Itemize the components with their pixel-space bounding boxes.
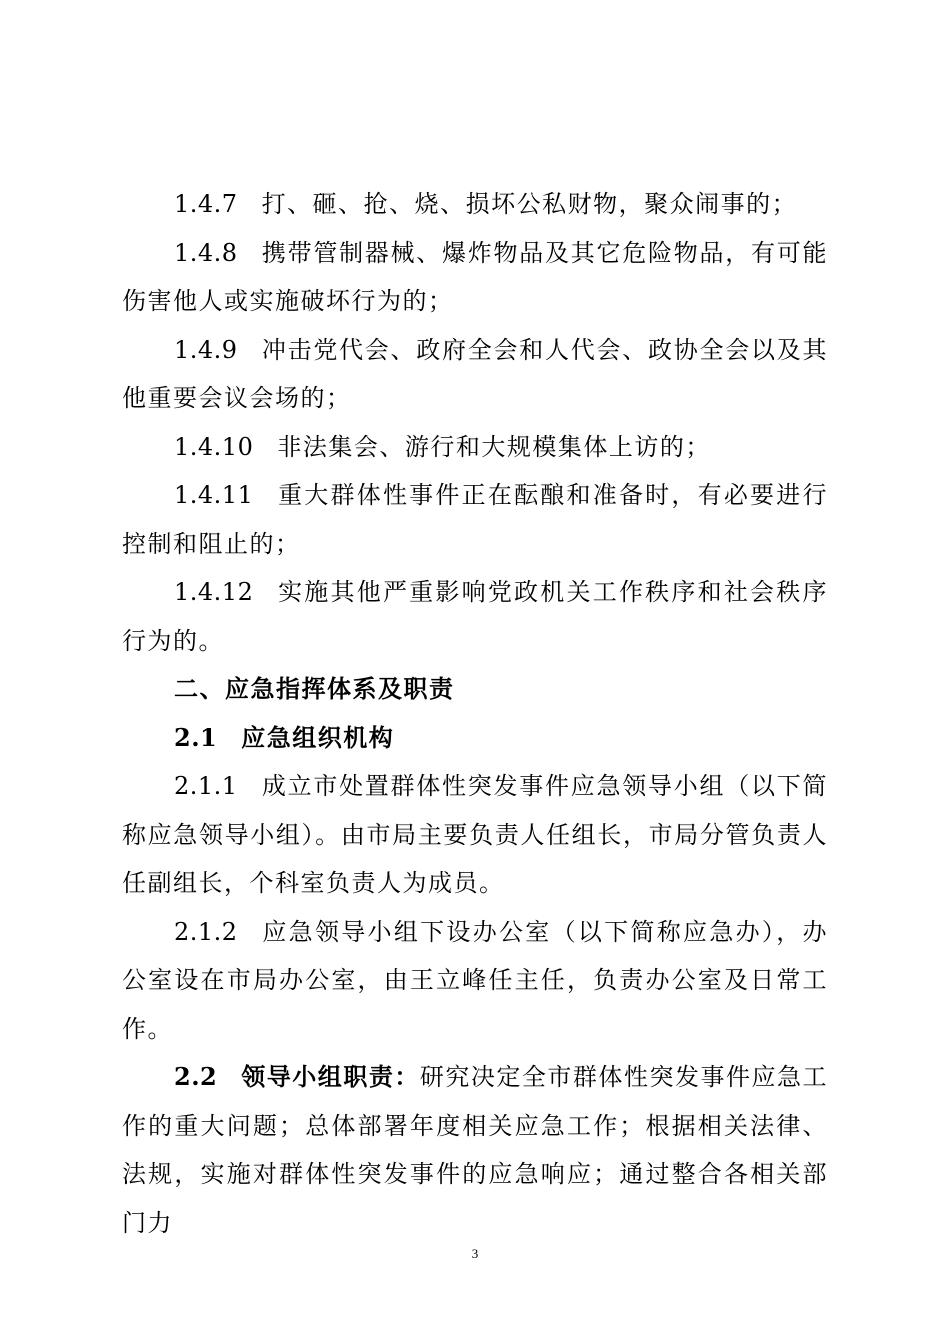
clause-1-4-12 xyxy=(122,568,828,665)
document-body xyxy=(122,180,828,1247)
clause-1-4-11 xyxy=(122,471,828,568)
clause-number: 1.4.11 xyxy=(174,481,254,509)
clause-1-4-7 xyxy=(122,180,828,229)
clause-text: 冲击党代会、政府全会和人代会、政协全会以及其他重要会议会场的； xyxy=(122,335,828,412)
clause-text: 实施其他严重影响党政机关工作秩序和社会秩序行为的。 xyxy=(122,578,828,655)
clause-text: 应急领导小组下设办公室（以下简称应急办），办公室设在市局办公室，由王立峰任主任，负责办公室及日常工作。 xyxy=(122,917,828,1043)
clause-number: 1.4.9 xyxy=(174,335,238,364)
page-number: 3 xyxy=(471,1246,479,1261)
clause-1-4-10 xyxy=(122,423,828,472)
clause-number: 1.4.12 xyxy=(174,578,254,606)
clause-number: 1.4.8 xyxy=(174,238,238,267)
clause-text: 携带管制器械、爆炸物品及其它危险物品，有可能伤害他人或实施破坏行为的； xyxy=(122,238,828,315)
clause-text: 研究决定全市群体性突发事件应急工作的重大问题；总体部署年度相关应急工作；根据相关法律、法规，实施对群体性突发事件的应急响应；通过整合各相关部门力 xyxy=(122,1063,829,1237)
clause-text: 成立市处置群体性突发事件应急领导小组（以下简称应急领导小组）。由市局主要负责人任组长，市局分管负责人任副组长，个科室负责人为成员。 xyxy=(122,772,828,897)
clause-2-2 xyxy=(122,1053,828,1247)
sub-heading-2-1 xyxy=(122,714,828,763)
clause-number: 1.4.7 xyxy=(174,190,238,218)
clause-1-4-9 xyxy=(122,326,828,423)
clause-label: 领导小组职责： xyxy=(241,1062,420,1091)
clause-number: 2.1.2 xyxy=(174,917,238,946)
clause-1-4-8 xyxy=(122,229,828,326)
clause-text: 非法集会、游行和大规模集体上访的； xyxy=(277,432,711,461)
sub-heading-text: 应急组织机构 xyxy=(241,722,395,752)
clause-text: 重大群体性事件正在酝酿和准备时，有必要进行控制和阻止的； xyxy=(122,481,828,558)
clause-2-1-2 xyxy=(122,908,828,1054)
clause-2-1-1 xyxy=(122,762,828,908)
clause-text: 打、砸、抢、烧、损坏公私财物，聚众闹事的； xyxy=(261,190,798,218)
sub-heading-number: 2.1 xyxy=(174,722,218,752)
clause-number: 2.2 xyxy=(174,1062,218,1091)
section-heading: 二、应急指挥体系及职责 xyxy=(174,674,455,703)
clause-number: 1.4.10 xyxy=(174,432,254,461)
clause-number: 2.1.1 xyxy=(174,772,238,800)
